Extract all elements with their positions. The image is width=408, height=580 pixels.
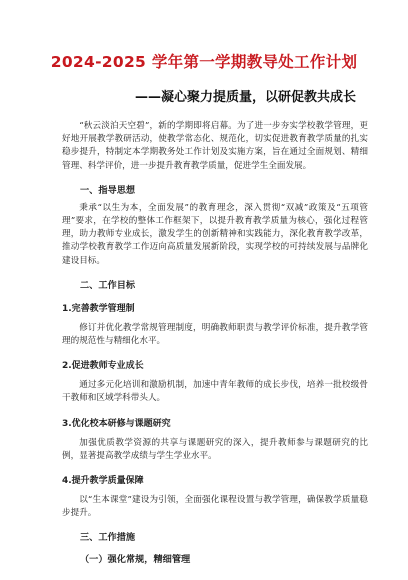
- document-subtitle: ——凝心聚力提质量，以研促教共成长: [134, 90, 356, 105]
- guiding-ideology-paragraph: 秉承“以生为本，全面发展”的教育理念，深入贯彻“双减”政策及“五项管理”要求，在学校的整体工作框架下，以提升教育教学质量为核心，强化过程管理，助力教师专业成长，激发学生的创新精神和实践能力，深化教育教学改革，推动学校教育教学工作迈向高质量发展新阶段，实现学校的可持续发展与品牌化建设目标。: [62, 202, 368, 266]
- measure-subheading-1: （一）强化常规，精细管理: [80, 554, 191, 566]
- goal-paragraph-2: 通过多元化培训和激励机制，加速中青年教师的成长步伐，培养一批校级骨干教师和区域学科带头人。: [62, 380, 368, 404]
- document-body: [62, 120, 368, 569]
- goal-heading-2: 2.促进教师专业成长: [62, 361, 144, 372]
- section-heading-guiding-ideology: 一、指导思想: [80, 184, 136, 196]
- goal-paragraph-3: 加强优质教学资源的共享与课题研究的深入，提升教师参与课题研究的比例，显著提高教学成绩与学生学业水平。: [62, 437, 368, 461]
- intro-paragraph: “秋云淡泊天空碧”，新的学期即将启幕。为了进一步夯实学校教学管理，更好地开展教学教研活动，使教学常态化、规范化，切实促进教育教学质量的扎实稳步提升，特制定本学期教务处工作计划及实施方案，旨在通过全面规划、精细管理、科学评价，进一步提升教育教学质量，促进学生全面发展。: [62, 121, 368, 171]
- goal-paragraph-4: 以“生本课堂”建设为引领，全面强化课程设置与教学管理，确保教学质量稳步提升。: [62, 495, 368, 519]
- goal-heading-3: 3.优化校本研修与课题研究: [62, 418, 171, 429]
- goal-heading-4: 4.提升教学质量保障: [62, 476, 144, 487]
- section-heading-work-goals: 二、工作目标: [80, 279, 136, 291]
- document-title: 2024-2025 学年第一学期教导处工作计划: [50, 53, 358, 71]
- goal-heading-1: 1.完善教学管理制: [62, 303, 135, 314]
- goal-paragraph-1: 修订并优化教学常规管理制度，明确教师职责与教学评价标准，提升教学管理的规范性与精细化水平。: [62, 322, 368, 347]
- section-heading-work-measures: 三、工作措施: [80, 532, 136, 544]
